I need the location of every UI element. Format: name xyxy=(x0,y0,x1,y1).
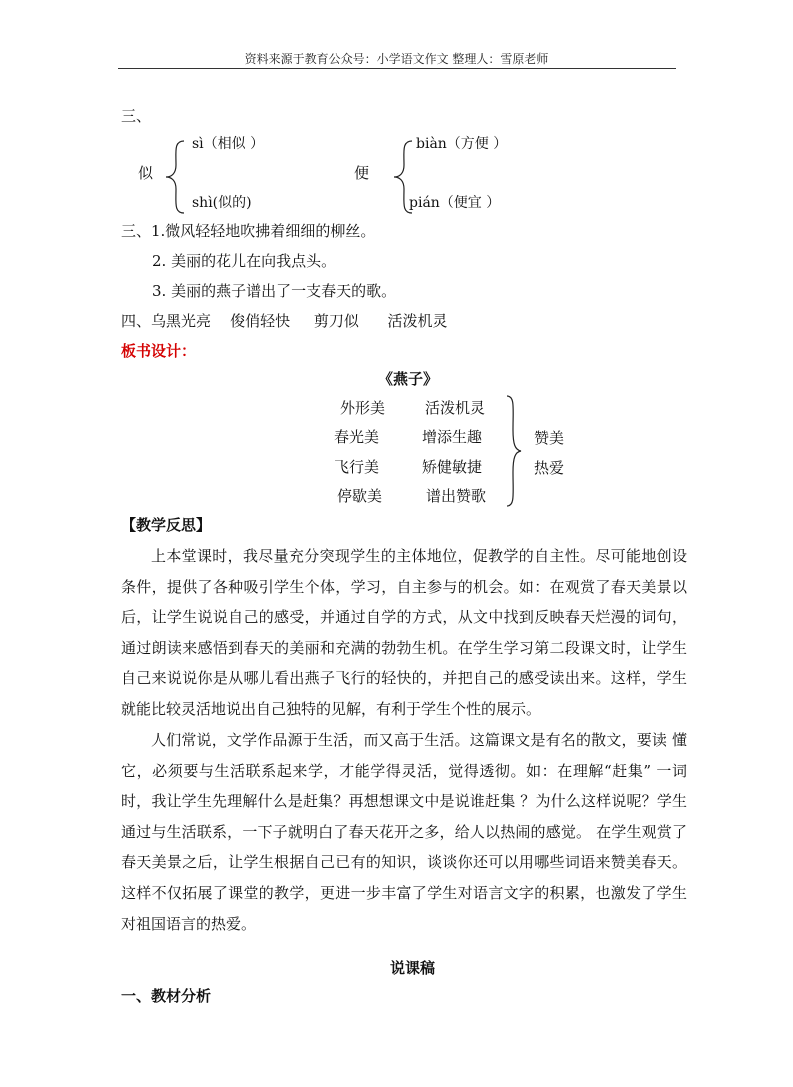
board-design-title: 《燕子》 xyxy=(378,370,439,388)
sentence-1: 三、1.微风轻轻地吹拂着细细的柳丝。 xyxy=(121,222,376,240)
header-divider xyxy=(118,68,676,69)
reflection-paragraph-2: 人们常说，文学作品源于生活，而又高于生活。这篇课文是有名的散文，要读 懂它，必须要与生活联系起来学，才能学得灵活，觉得透彻。如：在理解“赶集” 一词时，我让学生先理解什么是赶集？再想想课文中是说谁赶集 ？为什么这样说呢？学生通过与生活联系，一下子就明白了春天花开之多，给人以热闹的感觉。 在学生观赏了春天美景之后，让学生根据自己已有的知识，谈谈你还可以用哪些词语来赞美春天。这样不仅拓展了课堂的教学，更进一步丰富了学生对语言文字的积累，也激发了学生对祖国语言的热爱。 xyxy=(121,731,687,933)
board-brace xyxy=(505,394,525,508)
brace-si xyxy=(160,139,190,215)
reading-si-2: shì(似的) xyxy=(192,195,252,211)
board-row-3-left: 飞行美 xyxy=(334,458,380,476)
reading-bian-2: pián（便宜 ） xyxy=(409,195,501,211)
lecture-section-1: 一、教材分析 xyxy=(121,987,212,1005)
sentence-3: 3. 美丽的燕子谱出了一支春天的歌。 xyxy=(152,282,397,300)
board-conclusion-love: 热爱 xyxy=(534,459,565,477)
board-row-2-right: 增添生趣 xyxy=(422,428,483,446)
section-4: 四、乌黑光亮 俊俏轻快 剪刀似 活泼机灵 xyxy=(121,312,448,330)
lecture-title: 说课稿 xyxy=(390,959,436,977)
char-bian: 便 xyxy=(354,164,370,182)
board-row-3-right: 矫健敏捷 xyxy=(422,458,483,476)
reading-bian-1: biàn（方便 ） xyxy=(416,136,508,152)
reflection-heading: 【教学反思】 xyxy=(121,516,212,534)
board-row-1-right: 活泼机灵 xyxy=(425,399,486,417)
section-3-title: 三、 xyxy=(121,107,152,125)
board-row-4-left: 停歇美 xyxy=(337,487,383,505)
page-header: 资料来源于教育公众号：小学语文作文 整理人：雪原老师 xyxy=(244,52,549,66)
board-conclusion-praise: 赞美 xyxy=(534,429,565,447)
char-si: 似 xyxy=(138,164,154,182)
board-row-4-right: 谱出赞歌 xyxy=(426,487,487,505)
sentence-2: 2. 美丽的花儿在向我点头。 xyxy=(152,252,337,270)
board-design-heading: 板书设计： xyxy=(121,342,197,360)
board-row-1-left: 外形美 xyxy=(340,399,386,417)
reflection-paragraph-1: 上本堂课时，我尽量充分突现学生的主体地位，促教学的自主性。尽可能地创设条件，提供了各种吸引学生个体，学习，自主参与的机会。如：在观赏了春天美景以后，让学生说说自己的感受，并通过自学的方式，从文中找到反映春天烂漫的词句，通过朗读来感悟到春天的美丽和充满的勃勃生机。在学生学习第二段课文时，让学生自己来说说你是从哪儿看出燕子飞行的轻快的，并把自己的感受读出来。这样，学生就能比较灵活地说出自己独特的见解，有利于学生个性的展示。 xyxy=(121,547,687,718)
board-row-2-left: 春光美 xyxy=(334,428,380,446)
reading-si-1: sì（相似 ） xyxy=(192,136,265,152)
